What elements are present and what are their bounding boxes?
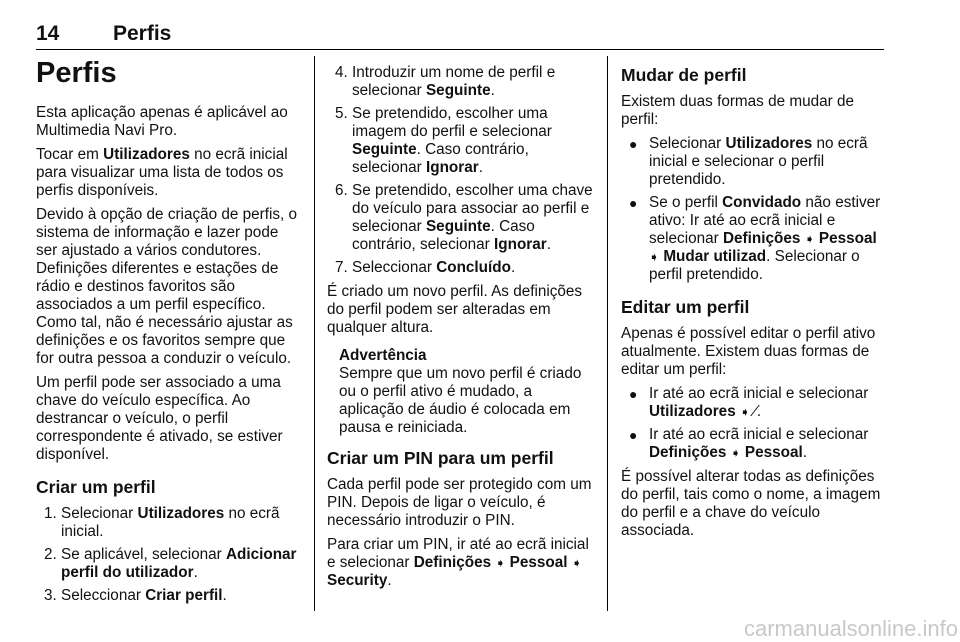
paragraph bbox=[36, 146, 301, 200]
bullet-icon: ● bbox=[629, 427, 638, 443]
text: Seleccionar bbox=[61, 587, 146, 604]
bullet-icon: ● bbox=[629, 386, 638, 402]
bullet-icon: ● bbox=[629, 136, 638, 152]
column-divider bbox=[314, 56, 315, 611]
ui-term: Ignorar bbox=[494, 236, 547, 253]
steps-list bbox=[36, 505, 301, 605]
ui-term: Security bbox=[327, 572, 388, 589]
paragraph: É criado um novo perfil. As definições do perfil podem ser alteradas em qualquer altura. bbox=[327, 283, 583, 336]
ui-term: Concluído bbox=[436, 259, 511, 276]
step-number: 4. bbox=[335, 64, 348, 81]
column-1 bbox=[36, 56, 301, 611]
list-item bbox=[621, 426, 889, 462]
arrow-icon: ➧ bbox=[649, 250, 660, 264]
text: Selecionar bbox=[61, 505, 138, 522]
page-number: 14 bbox=[36, 22, 60, 45]
step-number: 6. bbox=[335, 182, 348, 199]
column-2 bbox=[327, 64, 593, 596]
ui-term: Utilizadores bbox=[725, 135, 813, 152]
step-number: 2. bbox=[44, 546, 57, 563]
watermark: carmanualsonline.info bbox=[743, 616, 958, 641]
bullet-icon: ● bbox=[629, 195, 638, 211]
text: Se pretendido, escolher uma imagem do perfil e selecionar bbox=[352, 105, 552, 140]
text: . bbox=[490, 82, 495, 99]
text: . bbox=[222, 587, 227, 604]
steps-list bbox=[327, 64, 593, 277]
text: . bbox=[193, 564, 198, 581]
pencil-icon: ⁄ bbox=[754, 403, 757, 420]
text: Ir até ao ecrã inicial e selecionar bbox=[649, 385, 869, 402]
text: . bbox=[387, 572, 392, 589]
section-heading-pin: Criar um PIN para um perfil bbox=[327, 448, 554, 468]
ui-term: Utilizadores bbox=[137, 505, 225, 522]
section-heading-edit: Editar um perfil bbox=[621, 297, 750, 317]
ui-term: Pessoal bbox=[509, 554, 568, 571]
text: . bbox=[802, 444, 807, 461]
page-header bbox=[36, 22, 884, 48]
text: no ecrã inicial e selecionar o perfil pretendido. bbox=[649, 135, 868, 188]
text: não estiver ativo: Ir até ao ecrã inicial e selecionar bbox=[649, 194, 881, 247]
paragraph: Apenas é possível editar o perfil ativo atualmente. Existem duas formas de editar um perfil: bbox=[621, 325, 876, 378]
page-title: Perfis bbox=[36, 57, 117, 89]
paragraph bbox=[327, 536, 593, 590]
section-heading-create: Criar um perfil bbox=[36, 477, 156, 497]
arrow-icon: ➧ bbox=[495, 556, 506, 570]
text: . Selecionar o perfil pretendido. bbox=[649, 248, 860, 283]
column-3 bbox=[621, 64, 889, 546]
ui-term: Utilizadores bbox=[103, 146, 190, 163]
section-heading-change: Mudar de perfil bbox=[621, 65, 747, 85]
list-item bbox=[327, 182, 593, 254]
ui-term: Seguinte bbox=[352, 141, 417, 158]
text: Selecionar bbox=[649, 135, 726, 152]
text: . bbox=[546, 236, 551, 253]
step-number: 1. bbox=[44, 505, 57, 522]
arrow-icon: ➧ bbox=[804, 232, 815, 246]
warning-box bbox=[327, 347, 593, 437]
text: . Caso contrário, selecionar bbox=[352, 141, 529, 176]
text: Ir até ao ecrã inicial e selecionar bbox=[649, 426, 869, 443]
ui-term: Pessoal bbox=[744, 444, 803, 461]
bullet-list bbox=[621, 385, 889, 462]
text: Se pretendido, escolher uma chave do veículo para associar ao perfil e selecionar bbox=[352, 182, 593, 235]
paragraph: Devido à opção de criação de perfis, o sistema de informação e lazer pode ser ajustado a vários condutores. Definições diferentes e estações de rádio e destinos favoritos são associados a um perfil específico. Como tal, não é necessário ajustar as definições e os favoritos sempre que for outra pessoa a conduzir o veículo. bbox=[36, 206, 298, 367]
text: . bbox=[756, 403, 762, 420]
step-number: 3. bbox=[44, 587, 57, 604]
list-item bbox=[36, 587, 301, 605]
step-number: 7. bbox=[335, 259, 348, 276]
header-section-title: Perfis bbox=[113, 22, 172, 45]
ui-term: Adicionar perfil do utilizador bbox=[61, 546, 297, 581]
paragraph: Cada perfil pode ser protegido com um PIN. Depois de ligar o veículo, é necessário introduzir o PIN. bbox=[327, 476, 592, 529]
text: Se aplicável, selecionar bbox=[61, 546, 226, 563]
list-item bbox=[36, 505, 301, 541]
ui-term: Seguinte bbox=[425, 218, 491, 235]
column-divider bbox=[607, 56, 608, 611]
text: Introduzir um nome de perfil e selecionar bbox=[352, 64, 556, 99]
text: . bbox=[510, 259, 516, 276]
header-rule bbox=[36, 49, 884, 50]
paragraph: É possível alterar todas as definições do perfil, tais como o nome, a imagem do perfil e a chave do veículo associada. bbox=[621, 468, 881, 539]
list-item bbox=[621, 194, 889, 284]
ui-term: Mudar utilizad bbox=[663, 248, 767, 265]
ui-term: Definições bbox=[413, 554, 492, 571]
ui-term: Definições bbox=[722, 230, 801, 247]
paragraph: Um perfil pode ser associado a uma chave do veículo específica. Ao destrancar o veículo, o perfil correspondente é ativado, se estiver disponível. bbox=[36, 374, 283, 463]
warning-title bbox=[339, 347, 593, 365]
warning-label: Advertência bbox=[339, 347, 427, 364]
text: no ecrã inicial para visualizar uma lista de todos os perfis disponíveis. bbox=[36, 146, 288, 199]
arrow-icon: ➧ bbox=[739, 405, 751, 419]
text: Para criar um PIN, ir até ao ecrã inicial e selecionar bbox=[327, 536, 589, 571]
list-item bbox=[327, 64, 593, 100]
list-item bbox=[327, 259, 593, 277]
bullet-list bbox=[621, 135, 889, 284]
paragraph: Esta aplicação apenas é aplicável ao Multimedia Navi Pro. bbox=[36, 104, 288, 139]
paragraph: Existem duas formas de mudar de perfil: bbox=[621, 93, 854, 128]
list-item bbox=[621, 135, 889, 189]
ui-term: Criar perfil bbox=[145, 587, 223, 604]
step-number: 5. bbox=[335, 105, 348, 122]
ui-term: Utilizadores bbox=[649, 403, 736, 420]
arrow-icon: ➧ bbox=[571, 556, 582, 570]
text: . bbox=[478, 159, 483, 176]
ui-term: Ignorar bbox=[425, 159, 479, 176]
ui-term: Seguinte bbox=[425, 82, 491, 99]
ui-term: Definições bbox=[649, 444, 727, 461]
text: . Caso contrário, selecionar bbox=[352, 218, 535, 253]
text: Seleccionar bbox=[352, 259, 437, 276]
list-item bbox=[621, 385, 889, 421]
list-item bbox=[327, 105, 593, 177]
text: Tocar em bbox=[36, 146, 104, 163]
text: Se o perfil bbox=[649, 194, 723, 211]
list-item bbox=[36, 546, 301, 582]
ui-term: Pessoal bbox=[818, 230, 877, 247]
text: no ecrã inicial. bbox=[61, 505, 280, 540]
warning-text: Sempre que um novo perfil é criado ou o perfil ativo é mudado, a aplicação de áudio é colocada em pausa e reiniciada. bbox=[339, 365, 582, 436]
ui-term: Convidado bbox=[722, 194, 802, 211]
arrow-icon: ➧ bbox=[730, 446, 741, 460]
